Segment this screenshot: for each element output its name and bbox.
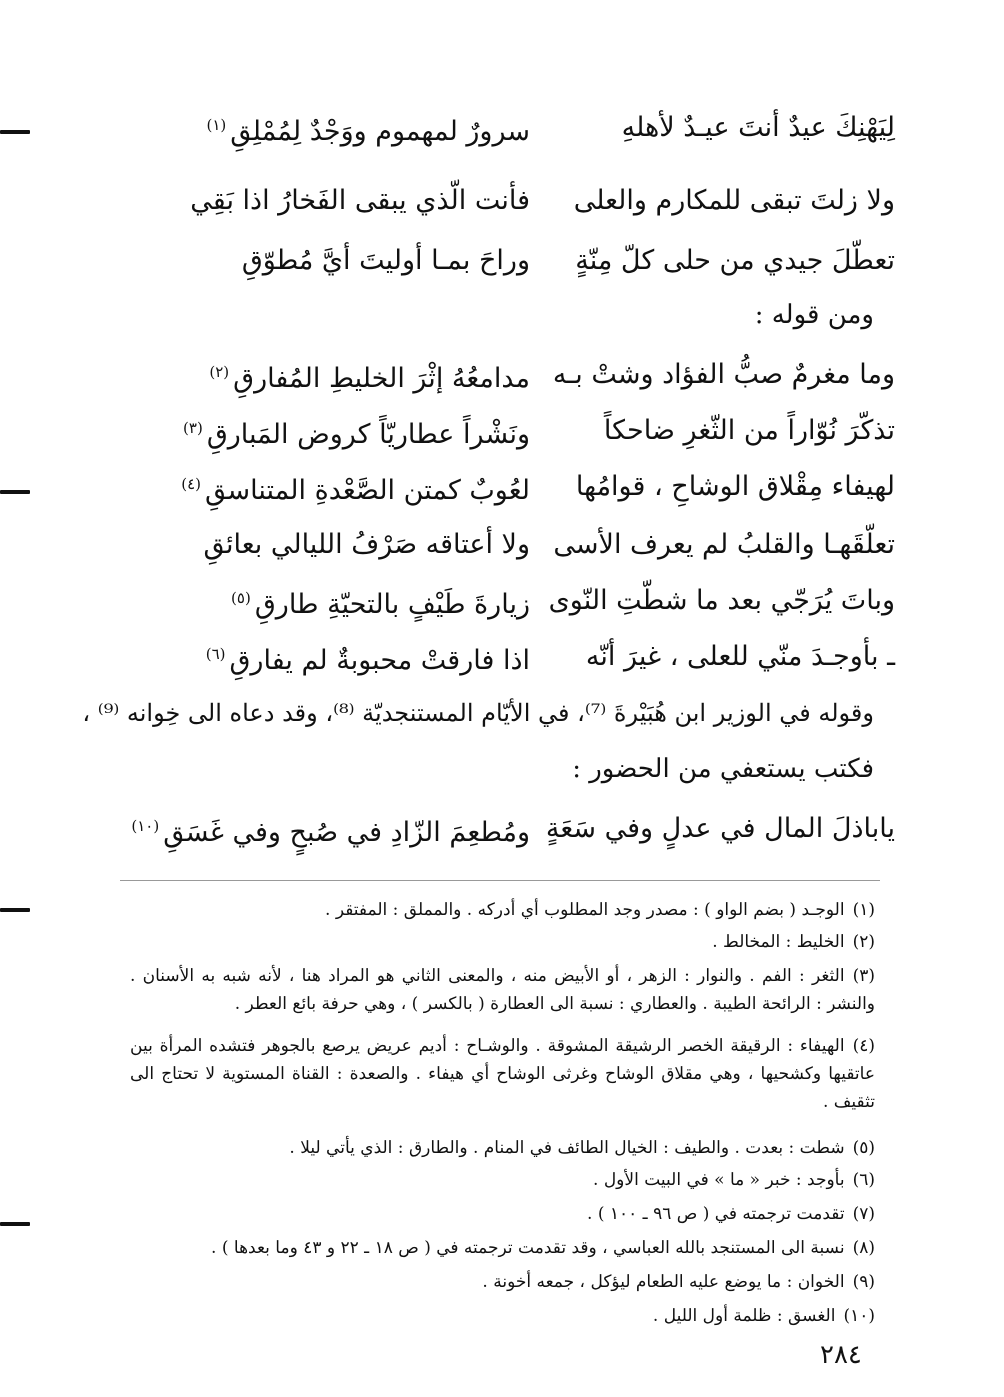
verse-second-hemistich xyxy=(120,238,530,284)
footnote-text: شطت : بعدت . والطيف : الخيال الطائف في المنام . والطارق : الذي يأتي ليلا . xyxy=(289,1138,845,1158)
margin-mark xyxy=(0,490,30,494)
margin-mark xyxy=(0,908,30,912)
verse-second-text: مدامعُهُ إثْرَ الخليطِ المُفارقِ xyxy=(233,362,530,394)
footnote xyxy=(130,1166,875,1194)
verse-second-text: ولا أعتاقه صَرْفُ الليالي بعائقِ xyxy=(203,529,530,560)
verse-second-hemistich xyxy=(120,575,530,628)
footnote-separator xyxy=(120,880,880,881)
footnote-number: (٨) xyxy=(852,1238,875,1258)
footnote-number: (٥) xyxy=(852,1138,875,1158)
verse-line xyxy=(120,806,895,852)
footnote-text: الخليط : المخالط . xyxy=(712,932,845,952)
prose-paragraph-line: فكتب يستعفي من الحضور : xyxy=(572,754,874,784)
verse-line xyxy=(120,238,895,284)
verse-second-hemistich xyxy=(120,631,530,684)
footnote xyxy=(130,1302,875,1330)
verse-second-text: ونَشْراً عطاريّاً كروض المَبارقِ xyxy=(206,418,530,450)
footnote-ref: (٢) xyxy=(209,362,230,381)
verse-second-text: فأنت الّذي يبقى الفَخارُ اذا بَقِي xyxy=(190,185,530,216)
verse-second-text: سرورٌ لمهموم ووَجْدٌ لِمُمْلِقِ xyxy=(230,115,530,147)
page-number: ٢٨٤ xyxy=(820,1340,862,1370)
verse-line xyxy=(120,634,895,680)
verse-first-hemistich: ـ بأوجـدَ منّي للعلى ، غيرَ أنّه xyxy=(585,641,895,672)
verse-second-hemistich xyxy=(120,522,530,568)
verse-second-text: زيارةَ طَيْفٍ بالتحيّةِ طارقِ xyxy=(254,588,530,620)
verse-second-text: لعُوبٌ كمتن الصَّعْدةِ المتناسقِ xyxy=(204,474,530,506)
verse-line xyxy=(120,522,895,568)
footnote-number: (٩) xyxy=(852,1272,875,1292)
verse-first-hemistich: لهيفاء مِقْلاق الوشاحِ ، قوامُها xyxy=(575,471,895,502)
verse-first-hemistich: ولا زلتَ تبقى للمكارم والعلى xyxy=(573,185,895,216)
footnote xyxy=(130,928,875,956)
footnote-number: (٦) xyxy=(852,1170,875,1190)
footnote-number: (١٠) xyxy=(843,1306,875,1326)
footnote-text: تقدمت ترجمته في ( ص ٩٦ ـ ١٠٠ ) . xyxy=(587,1204,845,1224)
footnote xyxy=(130,962,875,1018)
verse-second-hemistich xyxy=(120,102,530,155)
verse-line xyxy=(120,578,895,624)
footnote-text: الثغر : الفم . والنوار : الزهر ، أو الأبيض منه ، والمعنى الثاني هو المراد هنا ، لأنه شبه به الأسنان . والنشر : الرائحة الطيبة . والعطاري : نسبة الى العطارة ( بالكسر ) ، وهي حرفة بائع العطر . xyxy=(130,966,875,1014)
footnote-text: الهيفاء : الرقيقة الخصر الرشيقة المشوقة . والوشـاح : أديم عريض يرصع بالجوهر فتشده المرأة بين عاتقيها وكشحيها ، وهي مقلاق الوشاح وغرثى الوشاح أي هيفاء . والصعدة : القناة المستوية لا تحتاج الى تثقيف . xyxy=(130,1036,875,1112)
footnote-text: الوجـد ( بضم الواو ) : مصدر وجد المطلوب أي أدركه . والمملق : المفتقر . xyxy=(325,900,845,920)
footnote-ref: (١٠) xyxy=(131,816,160,835)
footnote-number: (٢) xyxy=(852,932,875,952)
verse-second-hemistich xyxy=(120,178,530,224)
footnote-ref: (٣) xyxy=(183,418,203,437)
footnote-ref: (٤) xyxy=(181,474,201,493)
footnote-number: (٣) xyxy=(852,966,875,986)
footnote-text: بأوجد : خبر « ما » في البيت الأول . xyxy=(593,1170,845,1190)
verse-line xyxy=(120,464,895,510)
footnote-text: الخوان : ما يوضع عليه الطعام ليؤكل ، جمعه أخونة . xyxy=(482,1272,845,1292)
footnote xyxy=(130,1134,875,1162)
footnote-number: (١) xyxy=(852,900,875,920)
footnote-text: نسبة الى المستنجد بالله العباسي ، وقد تقدمت ترجمته في ( ص ١٨ ـ ٢٢ و ٤٣ وما بعدها ) . xyxy=(211,1238,845,1258)
verse-line xyxy=(120,178,895,224)
footnote xyxy=(130,1268,875,1296)
footnote-number: (٤) xyxy=(852,1036,875,1056)
verse-line xyxy=(120,105,895,151)
verse-first-hemistich: وما مغرمٌ صبُّ الفؤاد وشتْ بـه xyxy=(552,359,895,390)
verse-second-hemistich xyxy=(120,803,530,856)
footnote-ref: (٦) xyxy=(205,644,226,663)
verse-second-text: ومُطعِمَ الزّادِ في صُبحٍ وفي غَسَقِ xyxy=(163,816,530,848)
verse-first-hemistich: ياباذلَ المال في عدلٍ وفي سَعَةٍ xyxy=(545,813,895,844)
prose-paragraph-line: وقوله في الوزير ابن هُبَيْرةَ ⁽⁷⁾، في الأيّام المستنجديّة ⁽⁸⁾، وقد دعاه الى خِوانه ⁽⁹⁾ ، xyxy=(82,699,874,727)
footnote xyxy=(130,896,875,924)
footnote xyxy=(130,1032,875,1116)
footnote xyxy=(130,1234,875,1262)
verse-second-hemistich xyxy=(120,349,530,402)
verse-first-hemistich: تعطّلَ جيدي من حلى كلّ مِنّةٍ xyxy=(575,245,895,276)
margin-mark xyxy=(0,1222,30,1226)
prose-intro: ومن قوله : xyxy=(754,300,874,330)
footnote-ref: (٥) xyxy=(231,588,251,607)
verse-second-hemistich xyxy=(120,405,530,458)
margin-mark xyxy=(0,130,30,134)
verse-second-text: اذا فارقتْ محبوبةٌ لم يفارقِ xyxy=(229,644,530,676)
verse-first-hemistich: وباتَ يُرَجّي بعد ما شطّتِ النّوى xyxy=(548,585,895,616)
verse-second-hemistich xyxy=(120,461,530,514)
verse-first-hemistich: لِيَهْنِكَ عيدٌ أنتَ عيـدٌ لأهلهِ xyxy=(621,112,895,143)
footnote-text: الغسق : ظلمة أول الليل . xyxy=(652,1306,836,1326)
verse-line xyxy=(120,352,895,398)
footnote xyxy=(130,1200,875,1228)
footnote-ref: (١) xyxy=(206,115,227,134)
verse-first-hemistich: تعلّقَهـا والقلبُ لم يعرف الأسى xyxy=(553,529,895,560)
verse-second-text: وراحَ بمـا أوليتَ أيَّ مُطوّقِ xyxy=(241,245,530,276)
verse-line xyxy=(120,408,895,454)
footnote-number: (٧) xyxy=(852,1204,875,1224)
verse-first-hemistich: تذكّرَ نُوّاراً من الثّغرِ ضاحكاً xyxy=(603,415,895,446)
